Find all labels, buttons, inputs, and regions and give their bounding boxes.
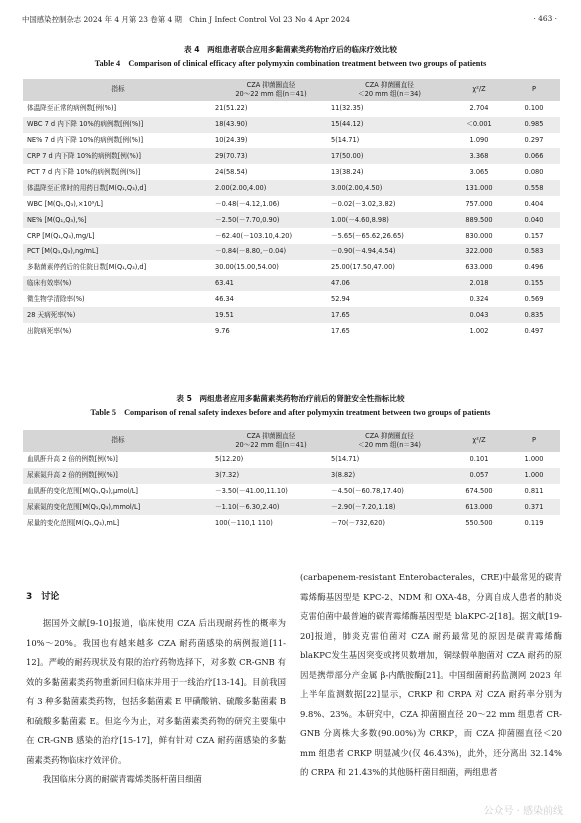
- table4-cell-p-value: 0.558: [524, 183, 544, 192]
- table4-cell-indicator: NE% 7 d 内下降 10%的病例数[例(%)]: [27, 136, 144, 145]
- table4-cell-group-b: 1.00(－4.60,8.98): [331, 215, 389, 224]
- table5-cell-indicator: 血肌酐升高 2 倍的例数[例(%)]: [27, 455, 118, 464]
- table4-cell-indicator: 体温降至正常的病例数[例(%)]: [27, 104, 117, 113]
- table4-cell-indicator: 微生物学清除率(%): [27, 295, 85, 304]
- table4-title-en: Table 4 Comparison of clinical efficacy after polymyxin combination treatment between two groups of patients: [94, 59, 487, 68]
- table5-cell-p-value: 0.811: [524, 487, 544, 496]
- table-row: [23, 260, 560, 276]
- table4-cell-indicator: NE% [M(Q₁,Q₃),%]: [27, 215, 87, 224]
- table4-cell-indicator: CRP 7 d 内下降 10%的病例数[例(%)]: [27, 152, 141, 161]
- table4-cell-group-b: 17.65: [331, 326, 350, 335]
- body-paragraph: 我国临床分离的耐碳青霉烯类肠杆菌目细菌: [42, 774, 202, 784]
- table4-cell-statistic: 322.000: [465, 247, 493, 256]
- table-row: [23, 164, 560, 180]
- table5-header-statistic: χ²/Z: [472, 436, 486, 445]
- table4-cell-group-a: －0.84(－8.80,－0.04): [215, 247, 287, 256]
- table5-cell-p-value: 0.371: [524, 503, 544, 512]
- table-row: [23, 133, 560, 149]
- table4-cell-statistic: 0.324: [469, 295, 489, 304]
- table5-cell-group-b: 3(8.82): [331, 471, 356, 480]
- table4-cell-statistic: 2.704: [469, 104, 489, 113]
- table-row: [23, 499, 560, 515]
- journal-citation: 中国感染控制杂志 2024 年 4 月第 23 卷第 4 期 Chin J Infect Control Vol 23 No 4 Apr 2024: [22, 15, 350, 24]
- table4-cell-group-b: 47.06: [331, 279, 350, 288]
- table5-cell-indicator: 尿量的变化范围[M(Q₁,Q₃),mL]: [27, 518, 120, 527]
- table4-cell-group-a: 46.34: [215, 295, 234, 304]
- table4-header-indicator: 指标: [111, 85, 125, 94]
- table-row: [23, 291, 560, 307]
- table4-cell-statistic: 3.368: [469, 152, 489, 161]
- table5-cell-statistic: 674.500: [465, 487, 493, 496]
- table4-cell-group-b: 17.65: [331, 311, 350, 319]
- table5-cell-group-a: －1.10(－6.30,2.40): [215, 503, 280, 512]
- table4-cell-group-b: －0.90(－4.94,4.54): [331, 247, 396, 256]
- table5-cell-group-a: 5(12.20): [215, 455, 244, 464]
- table4-cell-p-value: 0.496: [524, 263, 544, 272]
- table-row: [23, 452, 560, 468]
- table4-cell-indicator: 28 天病死率(%): [27, 311, 76, 319]
- table4-cell-statistic: ＜0.001: [466, 120, 492, 129]
- table5-cell-group-b: 5(14.71): [331, 455, 360, 464]
- table-row: [23, 276, 560, 292]
- table4-cell-p-value: 0.066: [524, 152, 544, 161]
- table4-cell-statistic: 2.018: [469, 279, 489, 288]
- table5-cell-group-a: 100(－110,1 110): [215, 518, 273, 527]
- table4-cell-p-value: 0.040: [524, 215, 544, 224]
- table5-cell-group-b: －2.90(－7.20,1.18): [331, 503, 396, 512]
- body-column-right: [300, 568, 562, 783]
- table4-cell-statistic: 1.090: [469, 136, 489, 145]
- table4-cell-p-value: 0.155: [524, 279, 544, 288]
- table4-cell-p-value: 0.497: [524, 326, 544, 335]
- table4-cell-indicator: CRP [M(Q₁,Q₃),mg/L]: [27, 231, 95, 240]
- table4-cell-group-a: 2.00(2.00,4.00): [215, 183, 267, 192]
- table4-cell-indicator: WBC [M(Q₁,Q₃),×10⁹/L]: [27, 199, 103, 208]
- table4-cell-indicator: 出院病死率(%): [27, 326, 72, 335]
- table4-header-row: [23, 79, 560, 101]
- table5-title-cn: 表 5 两组患者应用多黏菌素类药物治疗前后的肾脏安全性指标比较: [176, 394, 405, 403]
- table4-cell-statistic: 830.000: [465, 231, 493, 240]
- body-column-left: [26, 614, 286, 790]
- table-row: [23, 515, 560, 531]
- table5-header-group-a: CZA 抑菌圈直径 20～22 mm 组(n＝41): [235, 432, 307, 449]
- table4-cell-statistic: 757.000: [465, 199, 493, 208]
- table5-cell-group-b: －70(－732,620): [331, 518, 385, 527]
- table4-cell-group-b: 17(50.00): [331, 152, 364, 161]
- table5-cell-indicator: 血肌酐的变化范围[M(Q₁,Q₃),μmol/L]: [27, 487, 138, 496]
- table4-header-p-value: P: [532, 85, 536, 94]
- table4-cell-indicator: 临床有效率(%): [27, 279, 72, 288]
- table5-header-row: [23, 430, 560, 452]
- table-row: [23, 180, 560, 196]
- table4-header-group-b: CZA 抑菌圈直径 ＜20 mm 组(n＝34): [358, 81, 421, 98]
- table4-cell-statistic: 889.500: [465, 215, 493, 224]
- table4-cell-group-a: －0.48(－4.12,1.06): [215, 199, 280, 208]
- table-row: [23, 228, 560, 244]
- table5-header-p-value: P: [532, 436, 536, 445]
- table4-cell-group-b: 25.00(17.50,47.00): [331, 263, 395, 272]
- table5-caption: [20, 393, 561, 418]
- table4-cell-group-b: 13(38.24): [331, 167, 364, 176]
- table4-cell-group-b: －5.65(－65.62,26.65): [331, 231, 404, 240]
- table5-cell-group-a: －3.50(－41.00,11.10): [215, 487, 288, 496]
- table4-caption: [20, 44, 561, 69]
- table4-cell-group-a: 29(70.73): [215, 152, 248, 161]
- table5-body: [23, 452, 560, 531]
- table4-cell-group-b: 11(32.35): [331, 104, 364, 113]
- table4-cell-p-value: 0.583: [524, 247, 544, 256]
- table5-header-group-b: CZA 抑菌圈直径 ＜20 mm 组(n＝34): [358, 432, 421, 449]
- table4-cell-p-value: 0.404: [524, 199, 544, 208]
- table-row: [23, 148, 560, 164]
- body-paragraph: (carbapenem-resistant Enterobacterales，CRE)中最常见的碳青霉烯酶基因型是 KPC-2、NDM 和 OXA-48，分离自成人患者的肺炎克雷伯菌中最普遍的碳青霉烯酶基因型是 blaKPC-2[18]。据文献[19-20]报道，肺炎克雷伯菌对 CZA 耐药最常见的原因是碳青霉烯酶 blaKPC发生基因突变或拷贝数增加，铜绿假单胞菌对 CZA 耐药的原因是携带部分产金属 β-内酰胺酶[21]。中国细菌耐药监测网 2023 年上半年监测数据[22]显示，CRKP 和 CRPA 对 CZA 耐药率分别为 9.8%、23%。本研究中，CZA 抑菌圈直径 20～22 mm 组患者 CR-GNB 分离株大多数(90.00%)为 CRKP，而 CZA 抑菌圈直径＜20 mm 组患者 CRKP 明显减少(仅 46.43%)，此外，还分离出 32.14%的 CRPA 和 21.43%的其他肠杆菌目细菌，两组患者: [300, 572, 562, 777]
- table5-cell-statistic: 550.500: [465, 518, 493, 527]
- table4-cell-statistic: 131.000: [465, 183, 493, 192]
- table-row: [23, 101, 560, 117]
- table5-cell-indicator: 尿素氮升高 2 倍的例数[例(%)]: [27, 471, 118, 480]
- table-row: [23, 117, 560, 133]
- table4-header-group-a: CZA 抑菌圈直径 20～22 mm 组(n＝41): [235, 81, 307, 98]
- table5: [23, 430, 560, 531]
- table4-cell-group-a: 30.00(15.00,54.00): [215, 263, 279, 272]
- table4-cell-p-value: 0.985: [524, 120, 544, 129]
- table5-cell-statistic: 0.057: [469, 471, 489, 480]
- table-row: [23, 212, 560, 228]
- table-row: [23, 484, 560, 500]
- table4-cell-group-a: －62.40(－103.10,4.20): [215, 231, 293, 240]
- table4-cell-group-a: 19.51: [215, 311, 234, 319]
- table4-cell-group-a: 10(24.39): [215, 136, 248, 145]
- table4-cell-statistic: 1.002: [469, 326, 489, 335]
- table5-cell-statistic: 613.000: [465, 503, 493, 512]
- table4-cell-statistic: 633.000: [465, 263, 493, 272]
- table4-cell-group-b: 3.00(2.00,4.50): [331, 183, 383, 192]
- table5-cell-p-value: 0.119: [524, 518, 544, 527]
- section-heading: 3 讨论: [26, 592, 60, 602]
- table4-cell-group-b: －0.02(－3.02,3.82): [331, 199, 396, 208]
- table4-cell-group-a: 18(43.90): [215, 120, 248, 129]
- table5-header-indicator: 指标: [111, 436, 125, 445]
- table5-cell-indicator: 尿素氮的变化范围[M(Q₁,Q₃),mmol/L]: [27, 503, 141, 512]
- watermark: 公众号 · 感染前线: [483, 806, 563, 817]
- table5-cell-group-a: 3(7.32): [215, 471, 240, 480]
- table-row: [23, 468, 560, 484]
- table5-cell-p-value: 1.000: [524, 455, 544, 464]
- table5-cell-p-value: 1.000: [524, 471, 544, 480]
- table5-cell-statistic: 0.101: [469, 455, 489, 464]
- table5-cell-group-b: －4.50(－60.78,17.40): [331, 487, 404, 496]
- table4-cell-group-a: 21(51.22): [215, 104, 248, 113]
- page-number: · 463 ·: [533, 14, 557, 23]
- table4-cell-indicator: 多黏菌素停药后的住院日数[M(Q₁,Q₃),d]: [27, 263, 147, 272]
- table4-cell-p-value: 0.100: [524, 104, 544, 113]
- table4-cell-p-value: 0.157: [524, 231, 544, 240]
- table-row: [23, 244, 560, 260]
- table4-cell-group-b: 15(44.12): [331, 120, 364, 129]
- table4-cell-indicator: 体温降至正常时的用药日数[M(Q₁,Q₃),d]: [27, 183, 147, 192]
- table-row: [23, 307, 560, 323]
- table4-cell-group-b: 52.94: [331, 295, 350, 304]
- table4: [23, 79, 560, 339]
- table4-cell-group-b: 5(14.71): [331, 136, 360, 145]
- table4-cell-group-a: －2.50(－7.70,0.90): [215, 215, 280, 224]
- table4-cell-p-value: 0.835: [524, 311, 544, 319]
- body-paragraph: 据国外文献[9-10]报道，临床使用 CZA 后出现耐药性的概率为 10%～20%。我国也有越来越多 CZA 耐药菌感染的病例报道[11-12]。严峻的耐药现状及有限的治疗药物选择下，对多数 CR-GNB 有效的多黏菌素类药物重新回归临床并用于一线治疗[13-14]。目前我国有 3 种多黏菌素类药物，包括多黏菌素 E 甲磺酸钠、硫酸多黏菌素 B 和硫酸多黏菌素 E。但迄今为止，对多黏菌素类药物的研究主要集中在 CR-GNB 感染的治疗[15-17]，鲜有针对 CZA 耐药菌感染的多黏菌素类药物临床疗效评价。: [26, 618, 286, 765]
- table4-cell-indicator: PCT [M(Q₁,Q₃),ng/mL]: [27, 247, 99, 256]
- table4-cell-group-a: 9.76: [215, 326, 230, 335]
- table4-cell-p-value: 0.569: [524, 295, 544, 304]
- table-row: [23, 323, 560, 339]
- table4-cell-indicator: PCT 7 d 内下降 10%的病例数[例(%)]: [27, 167, 141, 176]
- table-row: [23, 196, 560, 212]
- table4-title-cn: 表 4 两组患者联合应用多黏菌素类药物治疗后的临床疗效比较: [184, 45, 397, 54]
- table4-body: [23, 101, 560, 339]
- table4-cell-group-a: 24(58.54): [215, 167, 248, 176]
- table4-cell-p-value: 0.080: [524, 167, 544, 176]
- table4-cell-statistic: 0.043: [469, 311, 489, 319]
- table4-cell-indicator: WBC 7 d 内下降 10%的病例数[例(%)]: [27, 120, 144, 129]
- table4-header-statistic: χ²/Z: [472, 85, 486, 94]
- table4-cell-p-value: 0.297: [524, 136, 544, 145]
- table4-cell-statistic: 3.065: [469, 167, 489, 176]
- running-header: [22, 14, 557, 28]
- table5-title-en: Table 5 Comparison of renal safety indexes before and after polymyxin treatment between two groups of patients: [90, 408, 491, 417]
- table4-cell-group-a: 63.41: [215, 279, 234, 288]
